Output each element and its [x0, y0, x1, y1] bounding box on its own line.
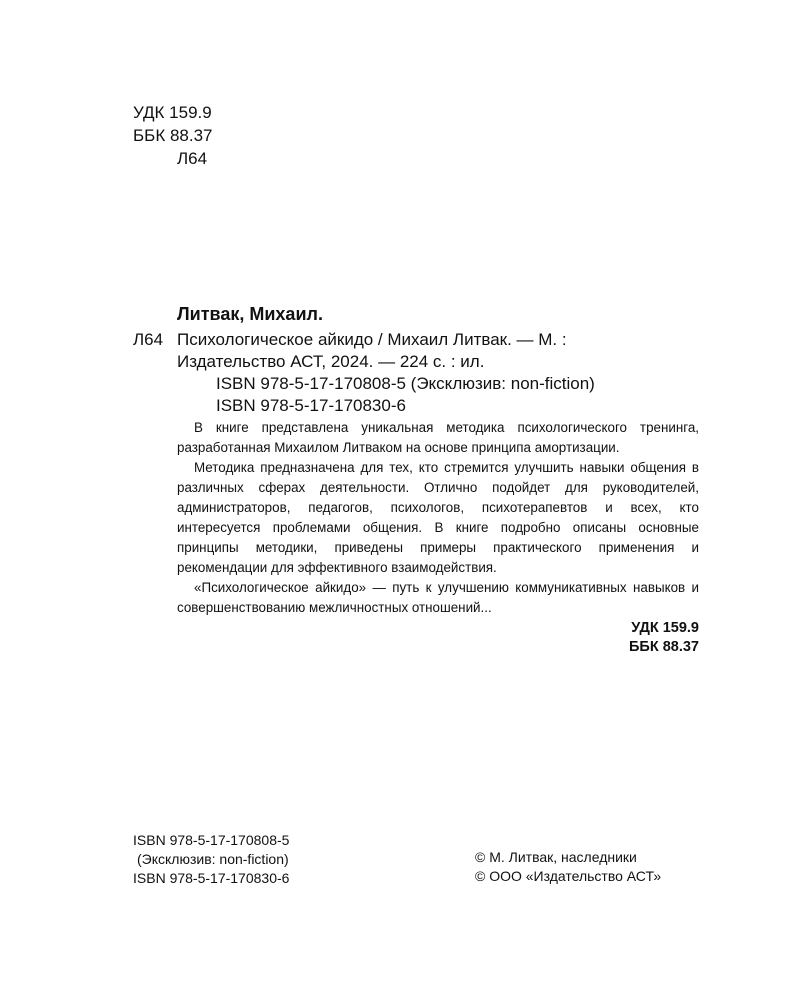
record-isbn-2: ISBN 978-5-17-170830-6: [216, 396, 406, 415]
annotation-udk: УДК 159.9: [631, 620, 699, 636]
annotation-paragraph-3: «Психологическое айкидо» — путь к улучшению коммуникативных навыков и совершенствованию межличностных отношений...: [177, 580, 699, 615]
copyright-block: [475, 848, 661, 886]
classification-block: [133, 101, 212, 170]
annotation-paragraph-1: В книге представлена уникальная методика психологического тренинга, разработанная Михаилом Литваком на основе принципа амортизации.: [177, 420, 699, 455]
footer-isbn-block: [133, 831, 289, 888]
footer-isbn-1: ISBN 978-5-17-170808-5: [133, 832, 290, 848]
bbk-code: ББК 88.37: [133, 126, 213, 145]
footer-isbn-1-note: (Эксклюзив: non-fiction): [137, 851, 289, 867]
record-author: Литвак, Михаил.: [177, 304, 323, 324]
annotation: [177, 418, 699, 657]
annotation-paragraph-2: Методика предназначена для тех, кто стремится улучшить навыки общения в различных сферах деятельности. Отлично подойдет для руководителей, администраторов, педагогов, психологов, психотерапевтов и всех, кто интересуется проблемами общения. В книге подробно описаны основные принципы методики, приведены примеры практического применения и рекомендации для эффективного взаимодействия.: [177, 460, 699, 575]
bibliographic-record: [177, 329, 702, 417]
annotation-bbk: ББК 88.37: [628, 639, 699, 655]
record-title-line-1: Психологическое айкидо / Михаил Литвак. — М. :: [177, 330, 567, 349]
copyright-author: © М. Литвак, наследники: [475, 849, 637, 865]
record-author-sign: Л64: [133, 330, 164, 349]
copyright-publisher: © ООО «Издательство АСТ»: [475, 868, 662, 884]
udk-code: УДК 159.9: [133, 103, 212, 122]
record-isbn-1: ISBN 978-5-17-170808-5 (Эксклюзив: non-fiction): [216, 374, 595, 393]
footer-isbn-2: ISBN 978-5-17-170830-6: [133, 870, 290, 886]
record-title-line-2: Издательство АСТ, 2024. — 224 с. : ил.: [177, 352, 485, 371]
annotation-codes: [177, 619, 699, 657]
author-sign: Л64: [177, 149, 208, 168]
